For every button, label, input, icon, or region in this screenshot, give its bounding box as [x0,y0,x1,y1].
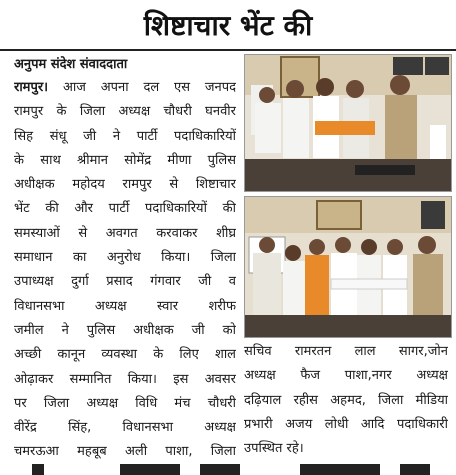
headline: शिष्टाचार भेंट की [143,9,313,42]
continued-line-3: दढ़ियाल रहीस अहमद, जिला मीडिया [244,392,448,408]
body-line-10: विधानसभा अध्यक्ष स्वार शरीफ [14,298,236,314]
body-line-3: सिह संधू जी ने पार्टी पदाधिकारियों [14,128,236,144]
body-line-7: समस्याओं से अवगत करवाकर शीघ्र [14,225,236,241]
body-line-1: रामपुर। आज अपना दल एस जनपद [14,80,236,95]
photo-illustration-felicitation [245,197,451,337]
dateline: रामपुर। [14,80,49,95]
continued-line-4: प्रभारी अजय लोधी आदि पदाधिकारी [244,416,448,432]
article-continued [244,340,448,461]
headline-rule [0,49,456,51]
body-line-4: के साथ श्रीमान सोमेंद्र मीणा पुलिस [14,152,236,168]
news-photo-felicitation [244,196,452,338]
news-photo-meeting [244,54,452,192]
body-line-14: पर जिला अध्यक्ष विधि मंच चौधरी [14,395,236,411]
body-line-2: रामपुर के जिला अध्यक्ष चौधरी घनवीर [14,104,236,120]
continued-line-1: सचिव रामरतन लाल सागर,जोन [244,344,448,359]
body-line-5: अधीक्षक महोदय रामपुर से शिष्टाचार [14,177,236,193]
continued-line-2: अध्यक्ष फैज पाशा,नगर अध्यक्ष [244,368,448,384]
body-line-9: उपाध्यक्ष दुर्गा प्रसाद गंगवार जी व [14,274,236,290]
body-line-8: समाधान का अनुरोध किया। जिला [14,250,236,266]
article-body [14,76,236,465]
body-line-13: ओढ़ाकर सम्मानित किया। इस अवसर [14,371,236,387]
body-line-11: जमील ने पुलिस अधीक्षक जी को [14,322,236,338]
continued-line-5: उपस्थित रहे। [244,441,304,457]
body-line-6: भेंट की और पार्टी पदाधिकारियों की [14,201,236,217]
photo-illustration-meeting [245,55,451,191]
body-line-15: वीरेंद्र सिंह, विधानसभा अध्यक्ष [14,420,236,436]
next-story-cutoff [0,464,456,475]
byline: अनुपम संदेश संवाददाता [14,57,128,72]
body-line-12: अच्छी कानून व्यवस्था के लिए शाल [14,347,236,363]
body-line-16: चमरऊआ महबूब अली पाशा, जिला [14,444,236,460]
